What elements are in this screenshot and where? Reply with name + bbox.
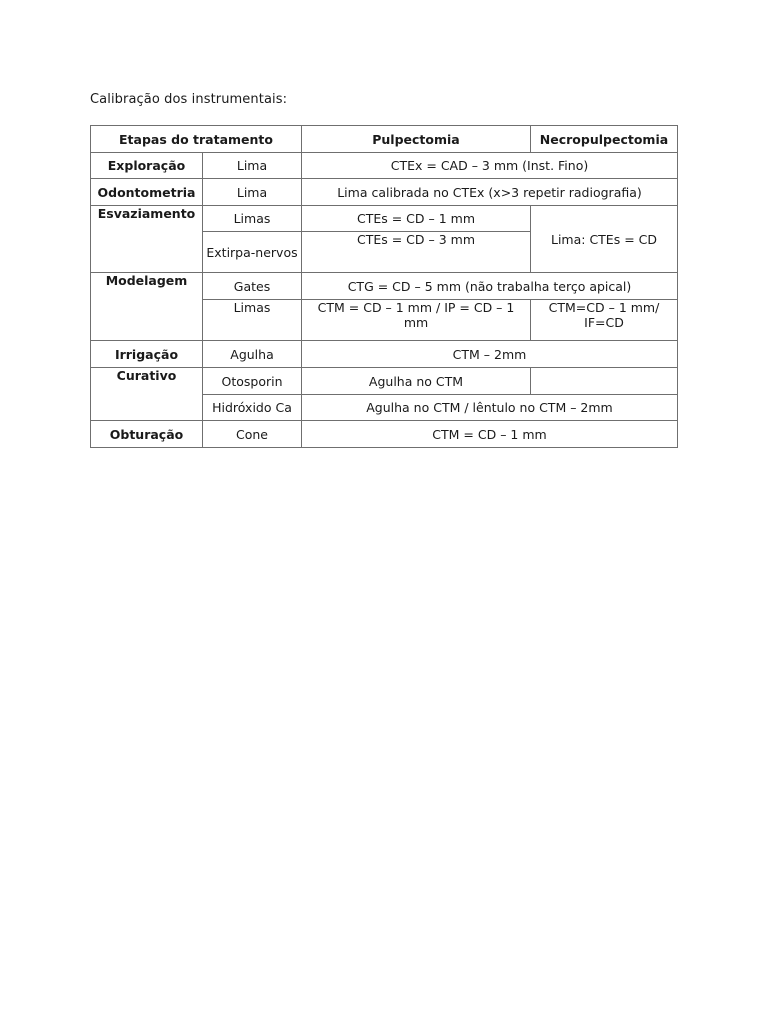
necropulpectomia-curativo-otosporin (531, 368, 678, 395)
pulpectomia-esvaziamento-limas: CTEs = CD – 1 mm (302, 206, 531, 232)
value-exploracao: CTEx = CAD – 3 mm (Inst. Fino) (302, 153, 678, 179)
necropulpectomia-esvaziamento: Lima: CTEs = CD (531, 206, 678, 273)
instrument-irrigacao: Agulha (203, 341, 302, 368)
instrument-odontometria: Lima (203, 179, 302, 206)
table-row-esvaziamento-limas (91, 206, 678, 232)
table-row-irrigacao (91, 341, 678, 368)
stage-obturacao: Obturação (91, 421, 203, 448)
table-row-curativo-otosporin (91, 368, 678, 395)
stage-modelagem: Modelagem (91, 273, 203, 341)
value-odontometria: Lima calibrada no CTEx (x>3 repetir radiografia) (302, 179, 678, 206)
table-row-exploracao (91, 153, 678, 179)
instrument-exploracao: Lima (203, 153, 302, 179)
value-irrigacao: CTM – 2mm (302, 341, 678, 368)
value-modelagem-gates: CTG = CD – 5 mm (não trabalha terço apical) (302, 273, 678, 300)
value-curativo-hidroxido: Agulha no CTM / lêntulo no CTM – 2mm (302, 395, 678, 421)
pulpectomia-esvaziamento-extirpa: CTEs = CD – 3 mm (302, 232, 531, 273)
value-obturacao: CTM = CD – 1 mm (302, 421, 678, 448)
necropulpectomia-modelagem-limas: CTM=CD – 1 mm/ IF=CD (531, 300, 678, 341)
stage-esvaziamento: Esvaziamento (91, 206, 203, 273)
pulpectomia-modelagem-limas: CTM = CD – 1 mm / IP = CD – 1 mm (302, 300, 531, 341)
stage-exploracao: Exploração (91, 153, 203, 179)
header-necropulpectomia: Necropulpectomia (531, 126, 678, 153)
table-row-modelagem-gates (91, 273, 678, 300)
instrument-modelagem-gates: Gates (203, 273, 302, 300)
table-row-odontometria (91, 179, 678, 206)
table-header-row (91, 126, 678, 153)
instrument-esvaziamento-extirpa: Extirpa-nervos (203, 232, 302, 273)
header-pulpectomia: Pulpectomia (302, 126, 531, 153)
table-row-obturacao (91, 421, 678, 448)
document-title: Calibração dos instrumentais: (90, 92, 288, 107)
calibration-table (90, 125, 678, 448)
header-etapas: Etapas do tratamento (91, 126, 302, 153)
pulpectomia-curativo-otosporin: Agulha no CTM (302, 368, 531, 395)
instrument-obturacao: Cone (203, 421, 302, 448)
stage-odontometria: Odontometria (91, 179, 203, 206)
instrument-modelagem-limas: Limas (203, 300, 302, 341)
stage-curativo: Curativo (91, 368, 203, 421)
stage-irrigacao: Irrigação (91, 341, 203, 368)
instrument-curativo-otosporin: Otosporin (203, 368, 302, 395)
instrument-curativo-hidroxido: Hidróxido Ca (203, 395, 302, 421)
instrument-esvaziamento-limas: Limas (203, 206, 302, 232)
